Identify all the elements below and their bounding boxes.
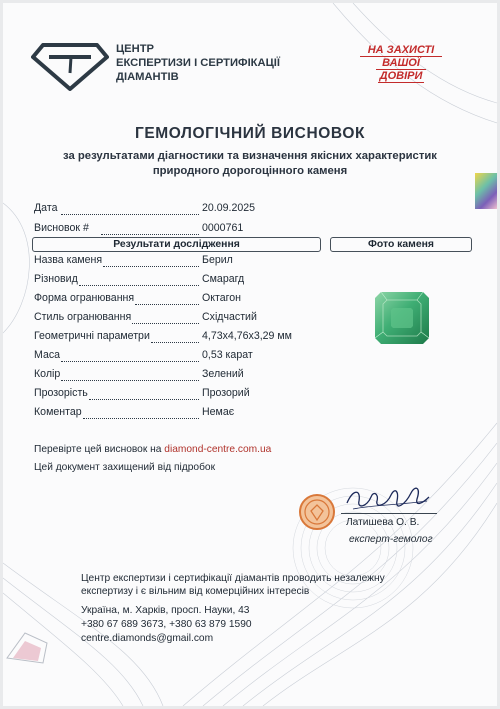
result-leader — [132, 323, 199, 324]
handwritten-signature — [343, 481, 433, 515]
org-name-line-1: ЦЕНТР — [116, 43, 155, 55]
result-label: Назва каменя — [34, 254, 103, 266]
result-value: Зелений — [202, 368, 244, 380]
gia-seal-icon — [298, 493, 336, 531]
result-leader — [89, 399, 199, 400]
result-leader — [151, 342, 199, 343]
result-value: Прозорий — [202, 387, 250, 399]
report-number-label: Висновок # — [34, 222, 89, 234]
disclaimer-line-1: Центр експертизи і сертифікації діамантів проводить незалежну — [81, 573, 385, 584]
corner-ornament — [7, 633, 47, 663]
result-label: Коментар — [34, 406, 82, 418]
result-leader — [83, 418, 199, 419]
subtitle-line-2: природного дорогоцінного каменя — [152, 165, 348, 177]
result-label: Колір — [34, 368, 61, 380]
disclaimer-line-2: експертизу і є вільним від комерційних інтересів — [81, 586, 310, 597]
signature-line — [341, 513, 437, 514]
certificate-page — [3, 3, 497, 706]
result-leader — [79, 285, 199, 286]
result-value: Немає — [202, 406, 235, 418]
result-value: Октагон — [202, 292, 241, 304]
hologram-sticker — [475, 173, 497, 209]
address: Україна, м. Харків, просп. Науки, 43 — [81, 605, 250, 616]
result-value: 0,53 карат — [202, 349, 253, 361]
document-title: ГЕМОЛОГІЧНИЙ ВИСНОВОК — [134, 125, 366, 142]
gemstone-photo — [373, 290, 431, 346]
verify-text: Перевірте цей висновок на — [34, 444, 162, 455]
report-number-value: 0000761 — [202, 222, 244, 234]
result-value: 4,73х4,76х3,29 мм — [202, 330, 292, 342]
email: centre.diamonds@gmail.com — [81, 633, 214, 644]
protection-notice: Цей документ захищений від підробок — [34, 462, 216, 473]
phones: +380 67 689 3673, +380 63 879 1590 — [81, 619, 252, 630]
result-leader — [135, 304, 199, 305]
expert-name: Латишева О. В. — [346, 517, 420, 528]
date-leader — [61, 214, 199, 215]
org-name-line-3: ДІАМАНТІВ — [116, 71, 179, 83]
expert-role: експерт-гемолог — [349, 534, 433, 545]
date-value: 20.09.2025 — [202, 202, 256, 214]
org-name-line-2: ЕКСПЕРТИЗИ І СЕРТИФІКАЦІЇ — [116, 57, 280, 69]
diamond-logo-icon — [31, 39, 109, 91]
result-label: Різновид — [34, 273, 78, 285]
slogan — [360, 44, 442, 83]
result-label: Геометричні параметри — [34, 330, 150, 342]
verify-link[interactable]: diamond-centre.com.ua — [164, 444, 272, 455]
slogan-line-1: НА ЗАХИСТІ — [360, 44, 442, 57]
result-value: Східчастий — [202, 311, 257, 323]
result-leader — [61, 361, 199, 362]
result-label: Маса — [34, 349, 61, 361]
result-label: Стиль огранювання — [34, 311, 132, 323]
report-number-leader — [101, 234, 199, 235]
result-label: Форма огранювання — [34, 292, 135, 304]
results-header: Результати дослідження — [32, 237, 321, 252]
subtitle-line-1: за результатами діагностики та визначення якісних характеристик — [63, 150, 437, 162]
result-value: Смарагд — [202, 273, 245, 285]
photo-header: Фото каменя — [330, 237, 472, 252]
result-leader — [103, 266, 199, 267]
slogan-line-3: ДОВІРИ — [379, 70, 423, 82]
date-label: Дата — [34, 202, 58, 214]
slogan-line-2: ВАШОЇ — [376, 57, 426, 70]
result-label: Прозорість — [34, 387, 88, 399]
verify-line — [34, 444, 271, 455]
result-leader — [61, 380, 199, 381]
result-value: Берил — [202, 254, 233, 266]
